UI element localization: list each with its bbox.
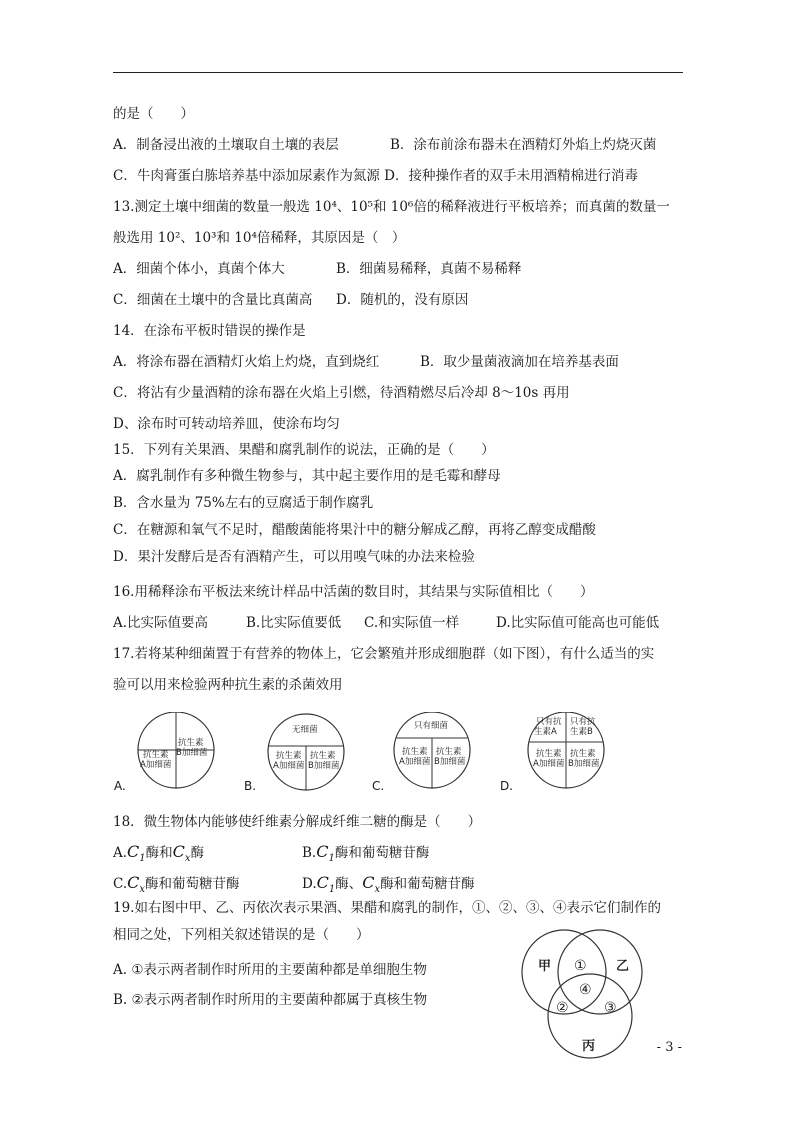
- q19-stem-1: 19.如右图中甲、乙、丙依次表示果酒、果醋和腐乳的制作，①、②、③、④表示它们制作的: [113, 900, 661, 916]
- q18-a-suffix: 酶: [190, 845, 205, 861]
- fig-d-top-left: 只有抗生素A: [534, 717, 562, 737]
- fig-a-bottom-left: 抗生素 A加细菌: [140, 750, 172, 770]
- q16-option-d: D.比实际值可能高也可能低: [496, 615, 660, 631]
- q13-option-d: D．随机的，没有原因: [336, 292, 469, 308]
- fig-d-bottom-left: 抗生素 A加细菌: [533, 749, 565, 769]
- q13-option-a: A．细菌个体小，真菌个体大: [113, 261, 285, 277]
- q18-option-d: [302, 874, 475, 899]
- q12-options-cd: C．牛肉膏蛋白胨培养基中添加尿素作为氮源 D．接种操作者的双手未用酒精棉进行消毒: [113, 168, 638, 184]
- q17-stem-2: 验可以用来检验两种抗生素的杀菌效用: [113, 677, 343, 693]
- q14-option-d: D、涂布时可转动培养皿，使涂布均匀: [113, 416, 340, 432]
- venn-region-4: ④: [579, 982, 592, 998]
- q16-stem: 16.用稀释涂布平板法来统计样品中活菌的数目时，其结果与实际值相比（ ）: [113, 584, 594, 600]
- q12-option-b: B．涂布前涂布器未在酒精灯外焰上灼烧灭菌: [390, 137, 657, 153]
- fig-b-letter: B.: [244, 779, 257, 793]
- q15-option-b: B．含水量为 75%左右的豆腐适于制作腐乳: [113, 495, 374, 511]
- q18-option-c: [113, 874, 240, 899]
- q14-option-b: B．取少量菌液滴加在培养基表面: [420, 354, 619, 370]
- fig-b-top: 无细菌: [292, 725, 318, 735]
- fig-b-bottom-right: 抗生素 B加细菌: [308, 751, 340, 771]
- q18-d-c1: $C_1$: [316, 873, 336, 896]
- q12-stem-end: 的是（ ）: [113, 106, 194, 122]
- fig-b-bottom-left: 抗生素 A加细菌: [273, 751, 305, 771]
- q13-option-b: B．细菌易稀释，真菌不易稀释: [336, 261, 522, 277]
- q18-a-and: 酶和: [145, 845, 173, 861]
- fig-c-letter: C.: [372, 779, 385, 793]
- q14-stem: 14．在涂布平板时错误的操作是: [113, 323, 306, 339]
- q18-b-text: 酶和葡萄糖苷酶: [334, 845, 430, 861]
- fig-d-top-right: 只有抗生素B: [570, 717, 596, 737]
- q13-stem-2: 般选用 10²、10³和 10⁴倍稀释，其原因是（ ）: [113, 230, 406, 246]
- q14-option-a: A．将涂布器在酒精灯火焰上灼烧，直到烧红: [113, 354, 380, 370]
- q17-stem-1: 17.若将某种细菌置于有营养的物体上，它会繁殖并形成细胞群（如下图），有什么适当的实: [113, 646, 655, 662]
- q17-figure: [110, 712, 610, 796]
- venn-label-jia: 甲: [538, 959, 552, 974]
- venn-label-yi: 乙: [616, 959, 630, 974]
- fig-c-bottom-right: 抗生素 B加细菌: [434, 747, 466, 767]
- q18-option-b: [302, 843, 429, 868]
- q16-option-a: A.比实际值要高: [113, 615, 209, 631]
- q15-option-c: C．在糖源和氧气不足时，醋酸菌能将果汁中的糖分解成乙醇，再将乙醇变成醋酸: [113, 522, 596, 538]
- page-number: - 3 -: [656, 1040, 682, 1055]
- q18-a-cx: $C_x$: [172, 842, 191, 865]
- q18-option-a: [113, 843, 204, 868]
- q18-b-label: B.: [302, 845, 317, 861]
- header-rule: [113, 72, 683, 73]
- fig-d-bottom-right: 抗生素 B加细菌: [568, 749, 600, 769]
- q13-stem-1: 13.测定土壤中细菌的数量一般选 10⁴、10⁵和 10⁶倍的稀释液进行平板培养；而真菌的数量一: [113, 199, 670, 215]
- q12-option-a: A．制备浸出液的土壤取自土壤的表层: [113, 137, 339, 153]
- q18-c-label: C.: [113, 876, 128, 892]
- q15-option-d: D．果汁发酵后是否有酒精产生，可以用嗅气味的办法来检验: [113, 549, 475, 565]
- fig-c-bottom-left: 抗生素 A加细菌: [399, 747, 431, 767]
- q15-stem: 15．下列有关果酒、果醋和腐乳制作的说法，正确的是（ ）: [113, 442, 495, 458]
- q16-option-b: B.比实际值要低: [246, 615, 342, 631]
- q18-d-label: D.: [302, 876, 317, 892]
- q18-d-sep: 酶、: [335, 876, 363, 892]
- venn-region-2: ②: [556, 1000, 569, 1016]
- q15-option-a: A．腐乳制作有多种微生物参与，其中起主要作用的是毛霉和酵母: [113, 468, 501, 484]
- fig-c-top: 只有细菌: [414, 721, 449, 731]
- q19-option-a: A. ①表示两者制作时所用的主要菌种都是单细胞生物: [113, 962, 427, 978]
- q19-stem-2: 相同之处，下列相关叙述错误的是（ ）: [113, 927, 370, 943]
- venn-region-3: ③: [604, 1000, 617, 1016]
- q18-d-cx: $C_x$: [362, 873, 381, 896]
- fig-a-letter: A.: [114, 779, 126, 793]
- venn-label-bing: 丙: [582, 1039, 596, 1054]
- venn-diagram: [516, 926, 646, 1076]
- q18-d-text: 酶和葡萄糖苷酶: [380, 876, 475, 892]
- fig-d-letter: D.: [500, 779, 514, 793]
- q14-option-c: C．将沾有少量酒精的涂布器在火焰上引燃，待酒精燃尽后冷却 8～10s 再用: [113, 385, 570, 401]
- q18-b-c1: $C_1$: [316, 842, 335, 865]
- q18-stem: 18．微生物体内能够使纤维素分解成纤维二糖的酶是（ ）: [113, 814, 482, 830]
- q16-option-c: C.和实际值一样: [364, 615, 460, 631]
- q18-a-c1: $C_1$: [127, 842, 146, 865]
- q18-a-label: A.: [113, 845, 128, 861]
- fig-a-top-right: 抗生素 B加细菌: [176, 738, 208, 758]
- q18-c-cx: $C_x$: [127, 873, 146, 896]
- q13-option-c: C．细菌在土壤中的含量比真菌高: [113, 292, 313, 308]
- q19-option-b: B. ②表示两者制作时所用的主要菌种都属于真核生物: [113, 992, 428, 1008]
- venn-region-1: ①: [574, 958, 587, 974]
- q18-c-text: 酶和葡萄糖苷酶: [145, 876, 240, 892]
